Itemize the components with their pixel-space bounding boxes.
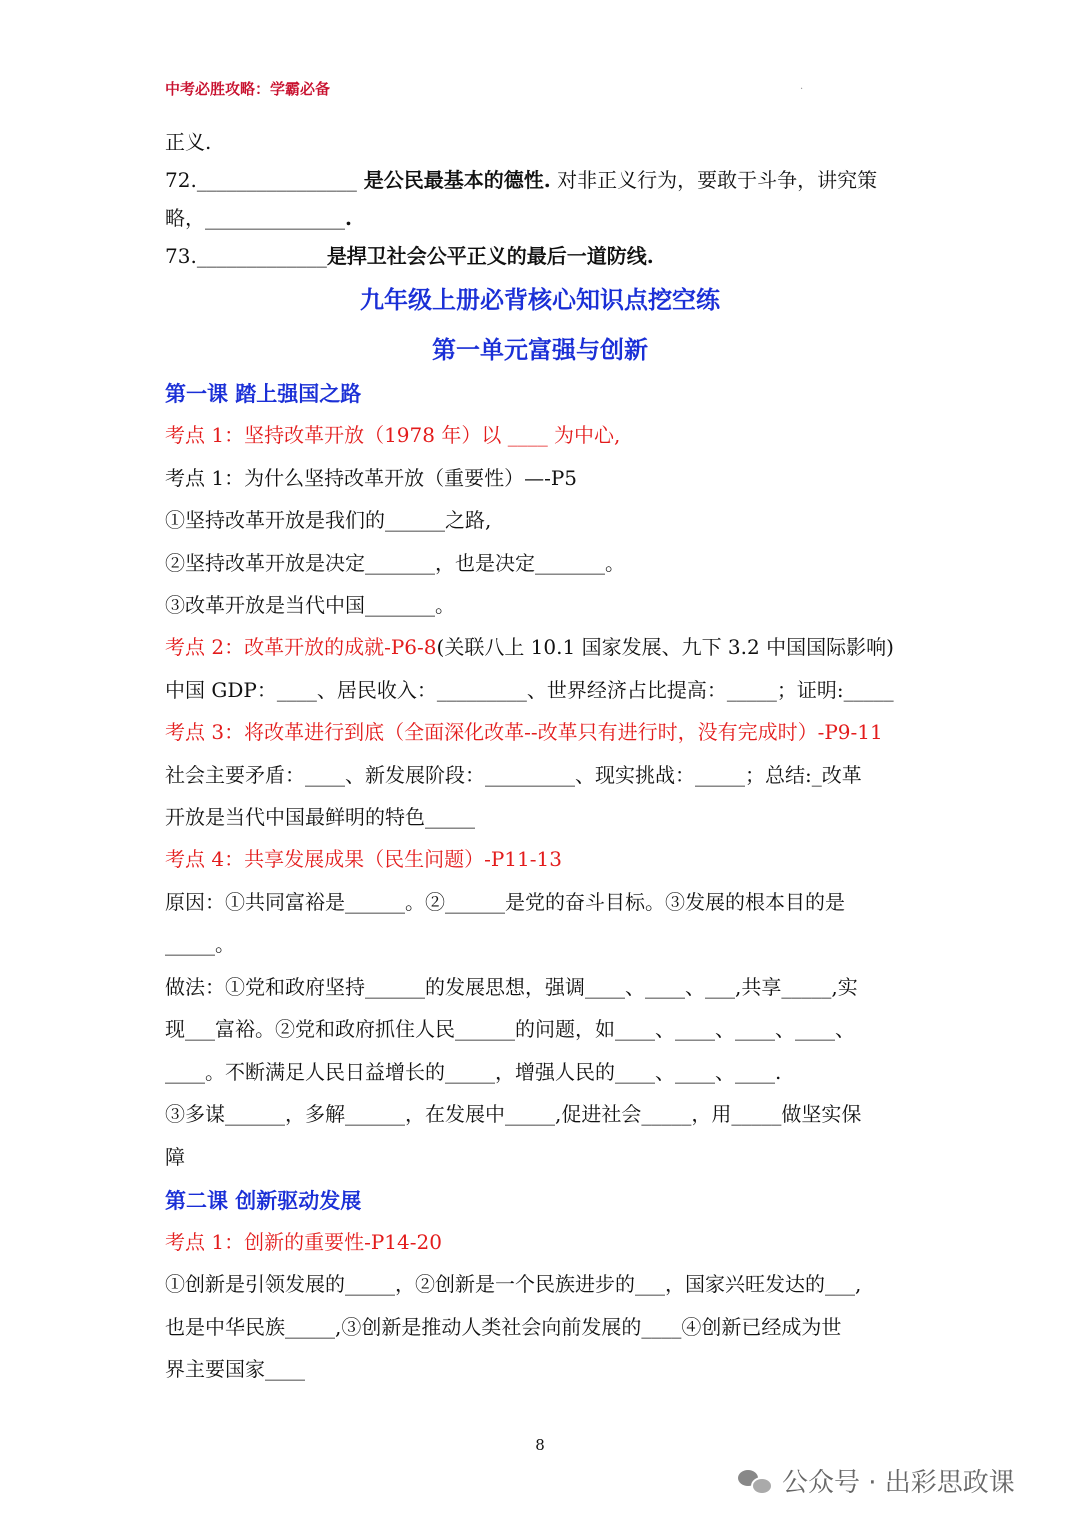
question-72-blank: ________________ — [196, 168, 357, 192]
header-dot: · — [800, 84, 804, 95]
lesson-2-point-1-line-c: 界主要国家____ — [165, 1357, 305, 1381]
point-2-heading — [165, 633, 894, 661]
wechat-icon — [738, 1468, 772, 1494]
question-73-line — [165, 242, 654, 270]
lesson-2-heading: 第二课 创新驱动发展 — [165, 1188, 362, 1213]
point-4-method-e: 障 — [165, 1145, 185, 1169]
question-72-rest: 对非正义行为，要敢于斗争，讲究策 — [550, 168, 878, 192]
point-4-method-a: 做法：①党和政府坚持______的发展思想，强调____、____、___,共享_____,实 — [165, 975, 858, 999]
point-4-method-b: 现___富裕。②党和政府抓住人民______的问题，如____、____、____、____、 — [165, 1017, 855, 1041]
question-72-pre: 略， — [165, 206, 205, 230]
question-73-number: 73. — [165, 244, 197, 268]
section-title: 九年级上册必背核心知识点挖空练 — [360, 285, 720, 314]
point-1-item-a: ①坚持改革开放是我们的______之路, — [165, 508, 492, 532]
point-1-item-c: ③改革开放是当代中国_______。 — [165, 593, 455, 617]
point-4-method-d: ③多谋______，多解______，在发展中_____,促进社会_____，用_____做坚实保 — [165, 1102, 862, 1126]
lesson-2-point-1-line-b: 也是中华民族_____,③创新是推动人类社会向前发展的____④创新已经成为世 — [165, 1315, 842, 1339]
point-3-line-a: 社会主要矛盾：____、新发展阶段：_________、现实挑战：_____；总结:_改革 — [165, 763, 862, 787]
question-73-blank: _____________ — [196, 244, 327, 268]
point-1-item-b: ②坚持改革开放是决定_______，也是决定_______。 — [165, 551, 625, 575]
page-number: 8 — [535, 1436, 545, 1454]
lesson-2-point-1-heading: 考点 1：创新的重要性-P14-20 — [165, 1230, 442, 1254]
question-72-line2 — [165, 204, 352, 232]
question-72-blank2: ______________ — [205, 206, 345, 230]
point-3-heading: 考点 3：将改革进行到底（全面深化改革--改革只有进行时，没有完成时）-P9-11 — [165, 720, 883, 744]
lesson-2-point-1-line-a: ①创新是引领发展的_____，②创新是一个民族进步的___，国家兴旺发达的___, — [165, 1272, 862, 1296]
question-72-number: 72. — [165, 168, 197, 192]
point-1-heading: 考点 1：坚持改革开放（1978 年）以 ____ 为中心, — [165, 423, 621, 447]
question-72-bold-text: 是公民最基本的德性. — [356, 168, 551, 192]
watermark-text: 公众号 · 出彩思政课 — [782, 1468, 1015, 1498]
point-4-heading: 考点 4：共享发展成果（民生问题）-P11-13 — [165, 847, 562, 871]
point-4-reason-cont: _____。 — [165, 932, 235, 956]
point-2-related: (关联八上 10.1 国家发展、九下 3.2 中国国际影响) — [436, 635, 894, 659]
point-3-line-b: 开放是当代中国最鲜明的特色_____ — [165, 805, 475, 829]
question-72-line1 — [165, 166, 877, 194]
point-4-reason: 原因：①共同富裕是______。②______是党的奋斗目标。③发展的根本目的是 — [165, 890, 845, 914]
point-1-subheading: 考点 1：为什么坚持改革开放（重要性）—-P5 — [165, 466, 578, 490]
question-72-end: . — [345, 206, 352, 230]
text-line-justice: 正义. — [165, 130, 212, 154]
lesson-1-heading: 第一课 踏上强国之路 — [165, 381, 362, 406]
unit-title: 第一单元富强与创新 — [432, 335, 648, 364]
point-2-line: 中国 GDP：____、居民收入：_________、世界经济占比提高：_____；证明:_____ — [165, 678, 894, 702]
document-header: 中考必胜攻略：学霸必备 — [165, 80, 331, 98]
watermark — [738, 1462, 1015, 1499]
question-73-bold-text: 是捍卫社会公平正义的最后一道防线. — [326, 244, 654, 268]
point-4-method-c: ____。不断满足人民日益增长的_____，增强人民的____、____、____. — [165, 1060, 782, 1084]
point-2-red-text: 考点 2：改革开放的成就-P6-8 — [165, 635, 437, 659]
